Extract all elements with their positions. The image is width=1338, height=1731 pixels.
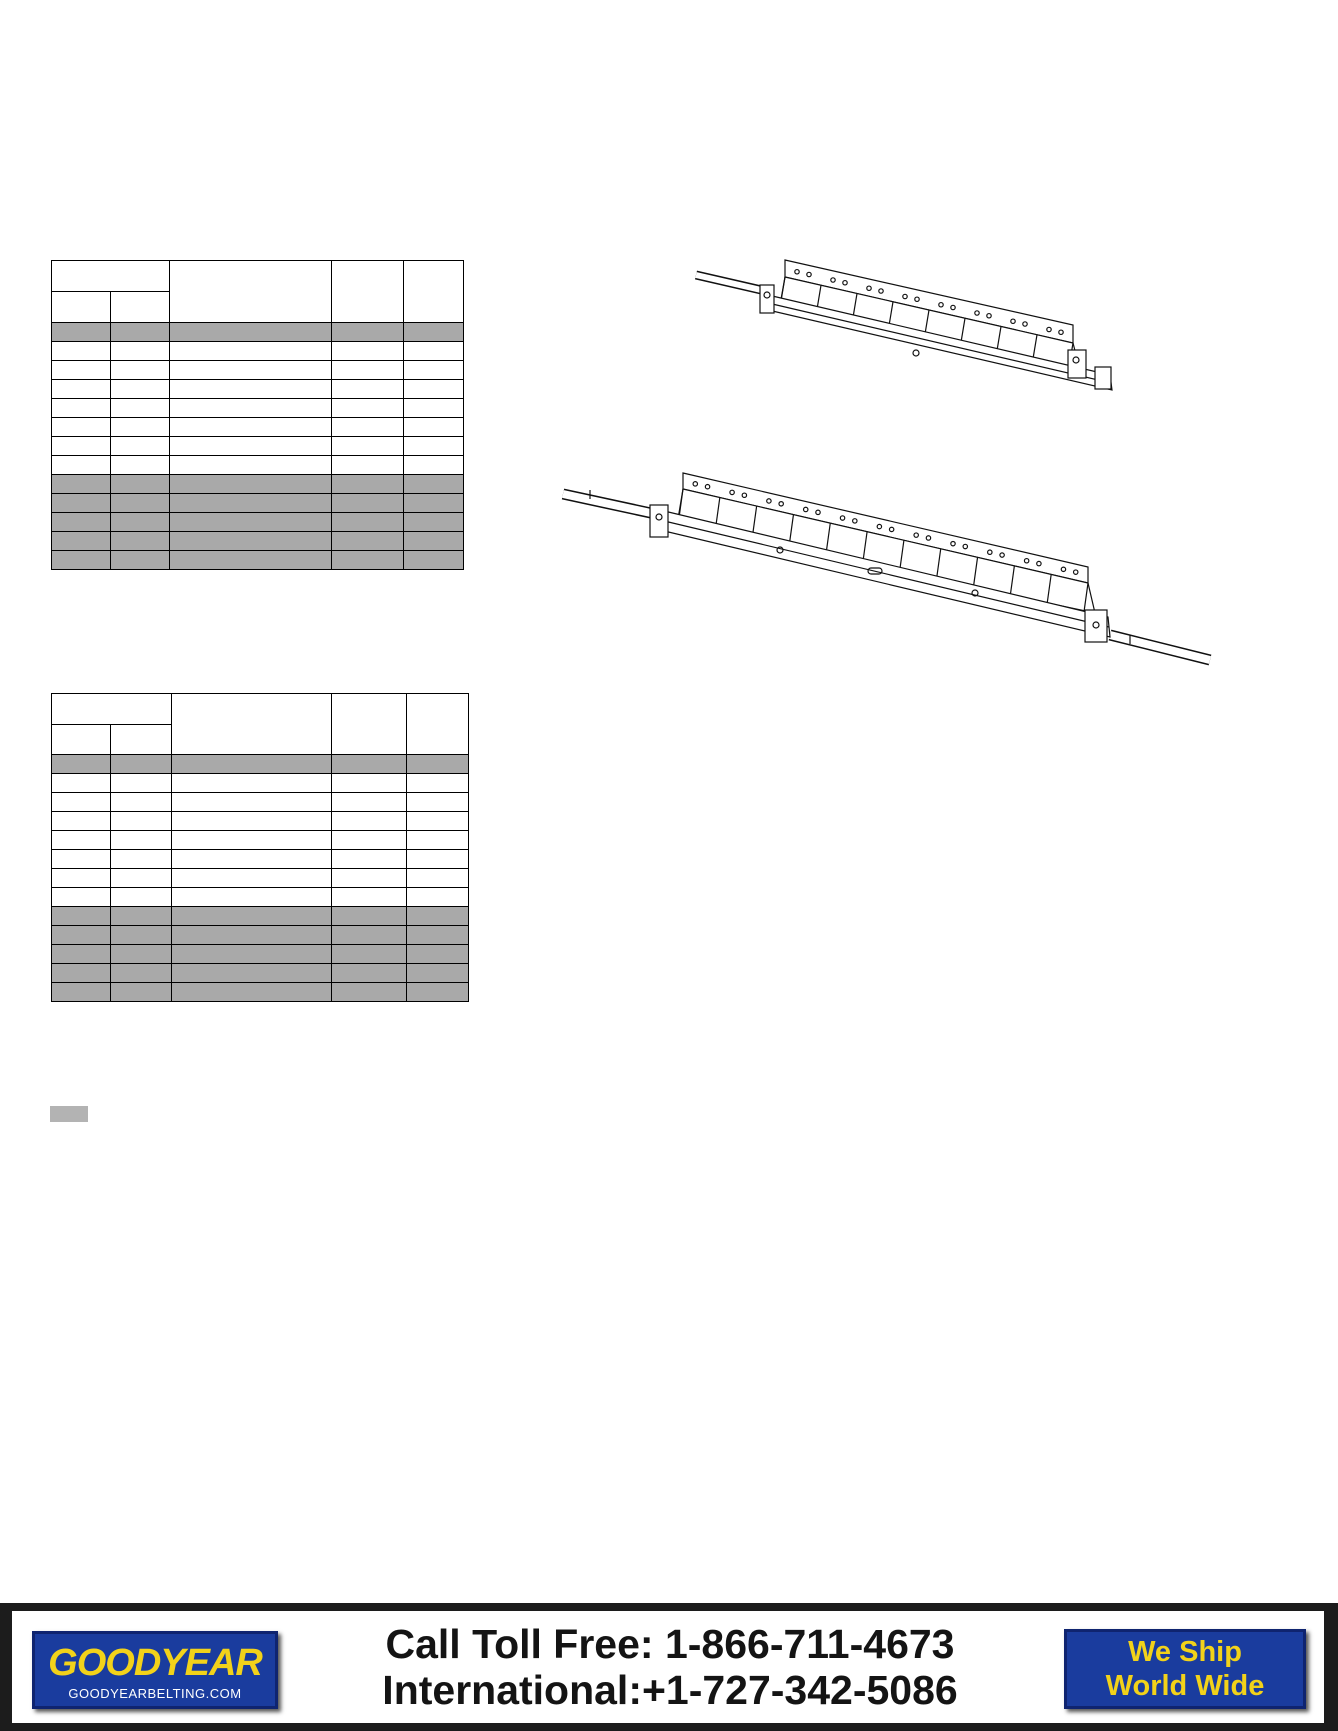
table-cell: [170, 494, 332, 513]
table-row: [52, 850, 469, 869]
table-cell: [52, 945, 111, 964]
brand-name: GOODYEAR: [48, 1642, 262, 1684]
table-cell: [52, 793, 111, 812]
table-cell: [332, 888, 406, 907]
table-cell: [332, 494, 404, 513]
table-cell: [52, 399, 111, 418]
table-cell: [171, 774, 332, 793]
table-row: [52, 380, 464, 399]
table-cell: [404, 551, 464, 570]
table-row: [52, 323, 464, 342]
table-cell: [404, 532, 464, 551]
header-cell: [332, 694, 406, 755]
table-cell: [406, 850, 468, 869]
table-cell: [171, 945, 332, 964]
table-cell: [332, 850, 406, 869]
table-cell: [111, 831, 171, 850]
table-cell: [332, 475, 404, 494]
table-row: [52, 774, 469, 793]
table-cell: [171, 869, 332, 888]
header-cell: [332, 261, 404, 323]
table-body: [52, 755, 469, 1002]
table-cell: [52, 869, 111, 888]
table-header-row: [52, 261, 464, 292]
table-cell: [332, 437, 404, 456]
table-cell: [406, 869, 468, 888]
table-cell: [52, 831, 111, 850]
spec-table-1: [51, 260, 464, 570]
table-cell: [332, 774, 406, 793]
table-cell: [111, 926, 171, 945]
table-cell: [52, 475, 111, 494]
table-cell: [406, 888, 468, 907]
table-cell: [171, 926, 332, 945]
table-cell: [170, 513, 332, 532]
table-cell: [332, 831, 406, 850]
table-cell: [332, 812, 406, 831]
table-row: [52, 342, 464, 361]
table-cell: [111, 494, 170, 513]
table-cell: [332, 964, 406, 983]
table-cell: [332, 869, 406, 888]
table-cell: [404, 342, 464, 361]
table-cell: [52, 812, 111, 831]
brand-url: GOODYEARBELTING.COM: [68, 1686, 242, 1701]
table-cell: [52, 494, 111, 513]
table-cell: [111, 437, 170, 456]
table-row: [52, 551, 464, 570]
table-row: [52, 888, 469, 907]
table-cell: [52, 551, 111, 570]
table-cell: [52, 755, 111, 774]
ship-line-2: World Wide: [1105, 1670, 1265, 1702]
table-cell: [170, 551, 332, 570]
table-cell: [406, 793, 468, 812]
table-cell: [404, 494, 464, 513]
table-cell: [111, 399, 170, 418]
table-cell: [332, 532, 404, 551]
table-row: [52, 513, 464, 532]
table-cell: [52, 342, 111, 361]
table-row: [52, 532, 464, 551]
legend-swatch: [50, 1106, 88, 1122]
table-cell: [52, 361, 111, 380]
table-row: [52, 361, 464, 380]
table-row: [52, 494, 464, 513]
table-cell: [111, 456, 170, 475]
table-cell: [404, 380, 464, 399]
table-cell: [406, 755, 468, 774]
spec-table-2: [51, 693, 469, 1002]
table-cell: [404, 456, 464, 475]
table-cell: [332, 907, 406, 926]
table-row: [52, 475, 464, 494]
table-cell: [111, 774, 171, 793]
table-cell: [52, 532, 111, 551]
table-cell: [111, 475, 170, 494]
table-cell: [332, 399, 404, 418]
table-cell: [332, 945, 406, 964]
table-cell: [170, 418, 332, 437]
table-cell: [170, 361, 332, 380]
table-cell: [111, 869, 171, 888]
table-cell: [52, 926, 111, 945]
table-cell: [332, 755, 406, 774]
table-row: [52, 983, 469, 1002]
table-cell: [111, 907, 171, 926]
table-cell: [52, 983, 111, 1002]
table-cell: [171, 755, 332, 774]
table-cell: [170, 399, 332, 418]
table-cell: [404, 437, 464, 456]
table-header-row: [52, 694, 469, 725]
header-cell: [52, 725, 111, 755]
table-cell: [332, 926, 406, 945]
table-cell: [171, 850, 332, 869]
header-cell: [52, 694, 172, 725]
header-cell: [52, 292, 111, 323]
ship-line-1: We Ship: [1128, 1636, 1242, 1668]
footer-panel: [12, 1611, 1324, 1723]
table-cell: [111, 983, 171, 1002]
table-cell: [111, 850, 171, 869]
table-cell: [171, 964, 332, 983]
table-body: [52, 323, 464, 570]
table-cell: [404, 418, 464, 437]
table-cell: [170, 380, 332, 399]
table-cell: [111, 793, 171, 812]
table-cell: [332, 983, 406, 1002]
table-row: [52, 831, 469, 850]
header-cell: [111, 292, 170, 323]
table-cell: [111, 812, 171, 831]
table-cell: [111, 323, 170, 342]
table-cell: [111, 513, 170, 532]
table-cell: [406, 907, 468, 926]
table-cell: [52, 888, 111, 907]
header-cell: [111, 725, 171, 755]
table-cell: [52, 907, 111, 926]
table-cell: [111, 945, 171, 964]
table-cell: [406, 964, 468, 983]
table-cell: [52, 964, 111, 983]
table-cell: [111, 551, 170, 570]
table-cell: [171, 831, 332, 850]
table-cell: [170, 437, 332, 456]
table-cell: [111, 888, 171, 907]
table-row: [52, 907, 469, 926]
table-cell: [406, 945, 468, 964]
table-cell: [404, 361, 464, 380]
header-cell: [170, 261, 332, 323]
table-cell: [170, 532, 332, 551]
table-cell: [52, 774, 111, 793]
table-row: [52, 437, 464, 456]
table-row: [52, 418, 464, 437]
table-cell: [52, 513, 111, 532]
table-row: [52, 869, 469, 888]
table-cell: [171, 812, 332, 831]
table-cell: [52, 850, 111, 869]
table-cell: [332, 361, 404, 380]
table-cell: [332, 551, 404, 570]
table-cell: [111, 418, 170, 437]
table-cell: [404, 475, 464, 494]
table-cell: [170, 342, 332, 361]
ship-worldwide-badge: [1052, 1625, 1318, 1709]
table-cell: [406, 812, 468, 831]
table-cell: [111, 361, 170, 380]
table-cell: [332, 380, 404, 399]
header-cell: [171, 694, 332, 755]
table-cell: [406, 926, 468, 945]
table-row: [52, 926, 469, 945]
table-row: [52, 755, 469, 774]
brand-logo[interactable]: [18, 1623, 286, 1711]
table-cell: [170, 456, 332, 475]
table-row: [52, 793, 469, 812]
footer-banner: [0, 1603, 1338, 1731]
table-cell: [52, 323, 111, 342]
table-cell: [111, 964, 171, 983]
table-cell: [170, 323, 332, 342]
cleaner-assembly-drawing: [690, 255, 1140, 415]
table-cell: [111, 380, 170, 399]
brand-logo-icon: [32, 1631, 278, 1709]
table-row: [52, 456, 464, 475]
table-cell: [171, 907, 332, 926]
toll-free-phone[interactable]: Call Toll Free: 1-866-711-4673: [385, 1621, 955, 1667]
table-cell: [52, 380, 111, 399]
table-cell: [170, 475, 332, 494]
table-cell: [404, 323, 464, 342]
table-cell: [52, 456, 111, 475]
table-cell: [406, 831, 468, 850]
table-cell: [404, 513, 464, 532]
table-cell: [171, 888, 332, 907]
table-cell: [111, 755, 171, 774]
header-cell: [404, 261, 464, 323]
table-cell: [404, 399, 464, 418]
table-row: [52, 945, 469, 964]
table-cell: [332, 342, 404, 361]
table-cell: [332, 323, 404, 342]
header-cell: [406, 694, 468, 755]
ship-badge-box: [1064, 1629, 1306, 1709]
header-cell: [52, 261, 170, 292]
table-cell: [171, 983, 332, 1002]
contact-phones: [310, 1621, 1030, 1713]
cleaner-assembly-extended-drawing: [555, 465, 1225, 680]
table-cell: [332, 418, 404, 437]
table-cell: [332, 513, 404, 532]
international-phone[interactable]: International:+1-727-342-5086: [382, 1667, 958, 1713]
table-cell: [171, 793, 332, 812]
table-row: [52, 964, 469, 983]
table-cell: [332, 793, 406, 812]
table-row: [52, 399, 464, 418]
table-cell: [52, 437, 111, 456]
table-cell: [111, 532, 170, 551]
table-cell: [406, 983, 468, 1002]
table-cell: [52, 418, 111, 437]
table-cell: [406, 774, 468, 793]
table-row: [52, 812, 469, 831]
table-cell: [111, 342, 170, 361]
table-cell: [332, 456, 404, 475]
